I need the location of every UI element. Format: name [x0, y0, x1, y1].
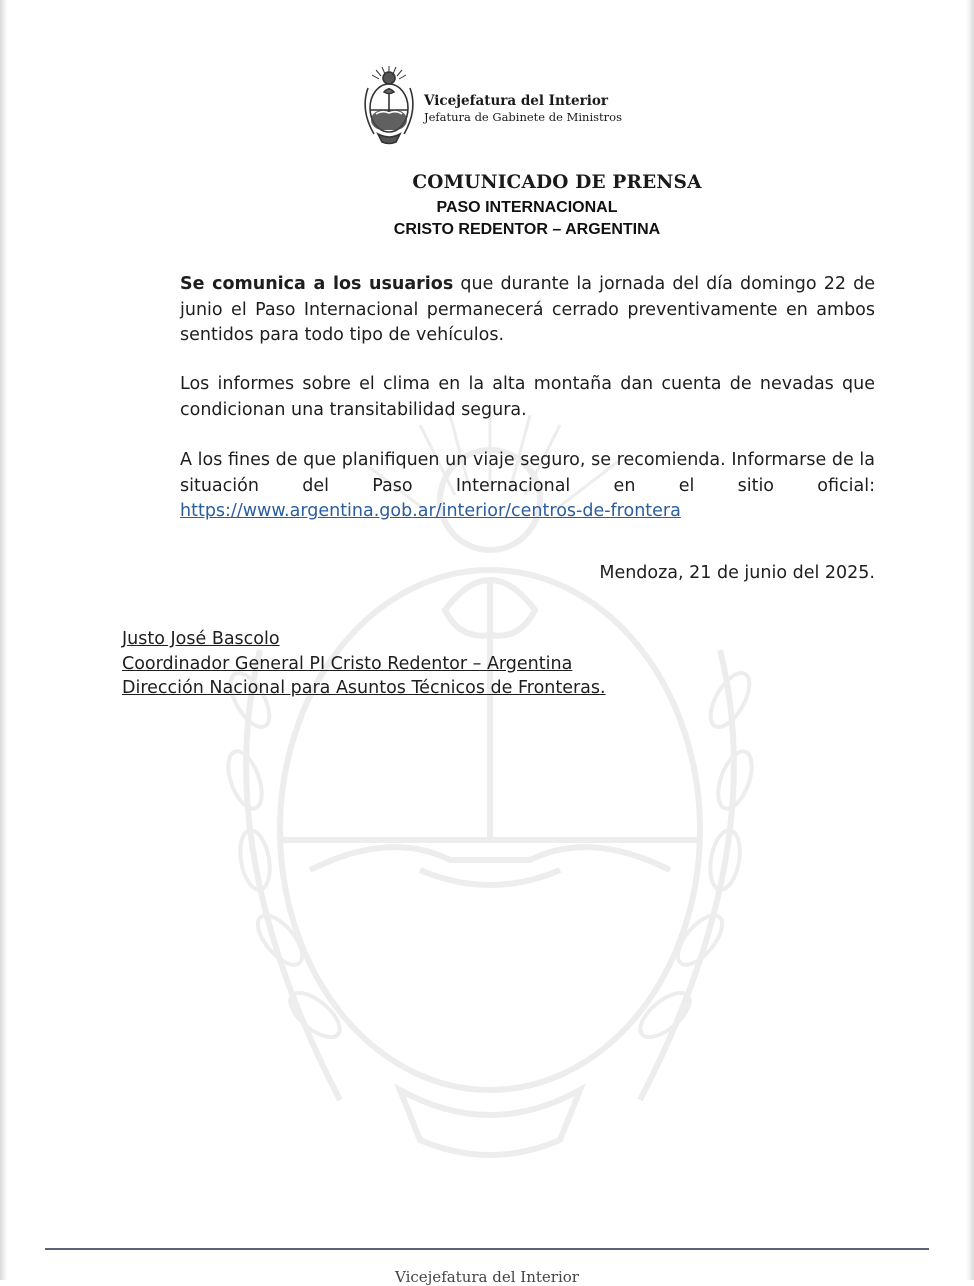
paragraph-recommendation-text: A los fines de que planifiquen un viaje seguro, se recomienda. Informarse de la situación del Paso Internacional en el sitio oficial:	[180, 450, 875, 496]
paragraph-weather: Los informes sobre el clima en la alta montaña dan cuenta de nevadas que condicionan una transitabilidad segura.	[180, 374, 875, 420]
header-organization	[424, 93, 622, 125]
paragraph-recommendation	[180, 448, 875, 525]
signature-office: Dirección Nacional para Asuntos Técnicos de Fronteras.	[122, 678, 606, 698]
argentina-coat-of-arms-icon	[362, 64, 416, 146]
paragraph-closure	[180, 272, 875, 349]
date-line: Mendoza, 21 de junio del 2025.	[599, 563, 875, 583]
footer-text: Vicejefatura del Interior	[395, 1268, 579, 1286]
subtitle-paso: PASO INTERNACIONAL	[436, 199, 618, 216]
footer-divider	[45, 1248, 929, 1250]
official-site-link[interactable]: https://www.argentina.gob.ar/interior/centros-de-frontera	[180, 501, 681, 521]
org-subname: Jefatura de Gabinete de Ministros	[424, 110, 622, 124]
signature-name: Justo José Bascolo	[122, 629, 280, 649]
signature-role: Coordinador General PI Cristo Redentor – Argentina	[122, 653, 573, 674]
org-name: Vicejefatura del Interior	[424, 93, 608, 109]
paragraph-lead-bold: Se comunica a los usuarios	[180, 274, 454, 294]
paragraph-closure-text: que durante la jornada del día domingo 22 de junio el Paso Internacional permanecerá cerrado preventivamente en ambos sentidos para todo tipo de vehículos.	[180, 274, 876, 345]
signature-block	[122, 627, 606, 701]
page-title: COMUNICADO DE PRENSA	[412, 172, 702, 193]
subtitle-cristo-redentor: CRISTO REDENTOR – ARGENTINA	[393, 221, 661, 238]
